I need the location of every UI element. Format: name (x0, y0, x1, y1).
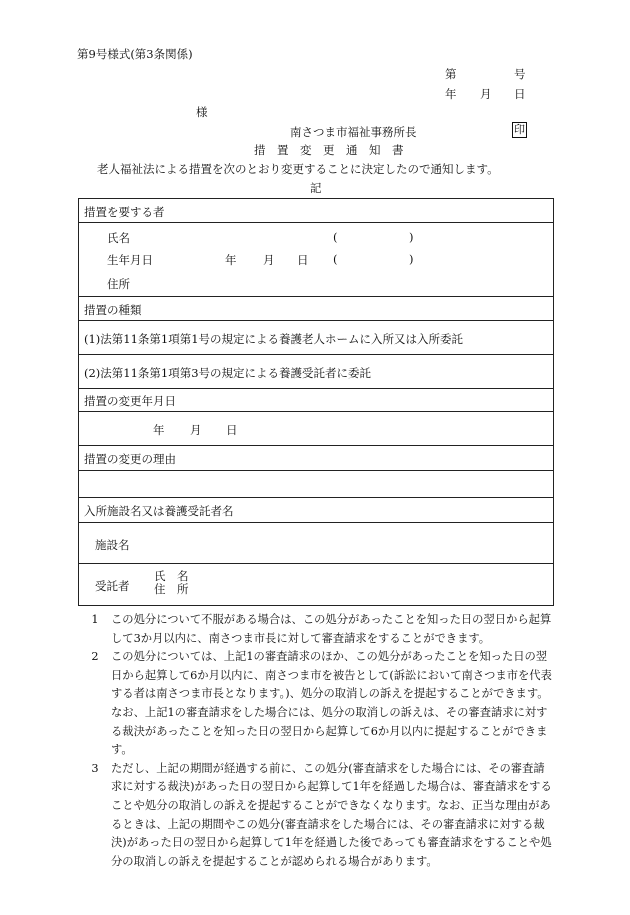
type-option-2-row (79, 355, 553, 389)
name-label: 氏名 (107, 231, 130, 245)
note-number: 3 (91, 761, 99, 775)
address-label: 住所 (107, 277, 130, 291)
name-paren-close: ) (409, 230, 414, 244)
dob-paren-open: ( (333, 252, 338, 266)
dob-day: 日 (297, 253, 309, 267)
issue-date-day: 日 (514, 87, 526, 101)
note-number: 2 (91, 650, 99, 664)
change-date-month: 月 (190, 423, 202, 437)
note-item (85, 611, 555, 648)
change-date-header: 措置の変更年月日 (84, 394, 176, 408)
addressee-suffix: 様 (196, 105, 208, 119)
issue-date-month: 月 (480, 87, 492, 101)
intro-text: 老人福祉法による措置を次のとおり変更することに決定したので通知します。 (97, 162, 499, 176)
document-number-suffix: 号 (514, 67, 526, 81)
note-item (85, 648, 555, 760)
type-header: 措置の種類 (84, 303, 142, 317)
reason-content-row (79, 471, 553, 498)
facility-name-label: 施設名 (95, 538, 130, 552)
subject-details-row (79, 223, 553, 297)
dob-year: 年 (225, 253, 237, 267)
trustee-label: 受託者 (95, 579, 130, 593)
note-text: この処分について不服がある場合は、この処分があったことを知った日の翌日から起算して3か月以内に、南さつま市長に対して審査請求をすることができます。 (111, 613, 552, 645)
type-header-row (79, 297, 553, 321)
type-option-1: (1)法第11条第1項第1号の規定による養護老人ホームに入所又は入所委託 (84, 332, 464, 346)
dob-label: 生年月日 (107, 253, 153, 267)
subject-header: 措置を要する者 (84, 205, 165, 219)
document-number-prefix: 第 (445, 67, 457, 81)
dob-paren-close: ) (409, 252, 414, 266)
type-option-1-row (79, 321, 553, 355)
reason-header-row (79, 446, 553, 471)
issuer-name: 南さつま市福祉事務所長 (290, 125, 417, 139)
ki-marker: 記 (310, 181, 322, 195)
notes-section (85, 611, 555, 871)
change-date-day: 日 (226, 423, 238, 437)
facility-name-row (79, 523, 553, 564)
issue-date-year: 年 (445, 87, 457, 101)
details-table (78, 198, 554, 606)
form-number-label: 第9号様式(第3条関係) (77, 47, 193, 61)
name-paren-open: ( (333, 230, 338, 244)
change-date-header-row (79, 389, 553, 412)
subject-header-row (79, 199, 553, 223)
trustee-row (79, 564, 553, 606)
note-text: ただし、上記の期間が経過する前に、この処分(審査請求をした場合には、その審査請求に対する裁決)があった日の翌日から起算して1年を経過した場合は、審査請求をすることや処分の取消しの訴えを提起することができなくなります。なお、正当な理由があるときは、上記の期間やこの処分(審査請求をした場合には、その審査請求に対する裁決)があった日の翌日から起算して1年を経過した後であっても審査請求をすることや処分の取消しの訴えを提起することが認められる場合があります。 (111, 761, 552, 868)
type-option-2: (2)法第11条第1項第3号の規定による養護受託者に委託 (84, 366, 372, 380)
trustee-name-label: 氏 名 (154, 569, 189, 583)
dob-month: 月 (263, 253, 275, 267)
note-number: 1 (91, 613, 99, 626)
trustee-address-label: 住 所 (154, 582, 189, 596)
change-date-year: 年 (153, 423, 165, 437)
seal-mark: 印 (514, 123, 525, 136)
document-title: 措置変更通知書 (254, 143, 415, 157)
note-item (85, 760, 555, 872)
reason-header: 措置の変更の理由 (84, 452, 176, 466)
change-date-row (79, 412, 553, 446)
facility-header-row (79, 498, 553, 523)
facility-header: 入所施設名又は養護受託者名 (84, 504, 234, 518)
note-text: この処分については、上記1の審査請求のほか、この処分があったことを知った日の翌日から起算して6か月以内に、南さつま市を被告として(訴訟において南さつま市を代表する者は南さつま市長となります。)、処分の取消しの訴えを提起することができます。なお、上記1の審査請求をした場合には、処分の取消しの訴えは、その審査請求に対する裁決があったことを知った日の翌日から起算して6か月以内に提起することができます。 (111, 650, 552, 757)
